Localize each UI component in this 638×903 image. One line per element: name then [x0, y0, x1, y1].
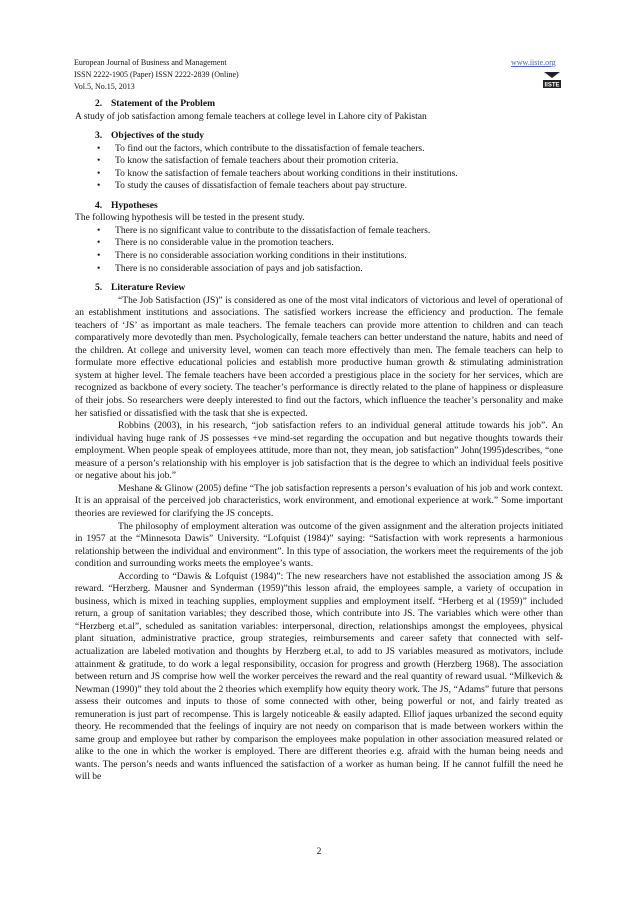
list-item: • To study the causes of dissatisfaction of female teachers about pay structure.	[75, 180, 563, 193]
issn: ISSN 2222-1905 (Paper) ISSN 2222-2839 (Online)	[74, 70, 239, 79]
hypotheses-list	[75, 225, 563, 275]
journal-url-link[interactable]: www.iiste.org	[511, 58, 556, 67]
page-number: 2	[316, 847, 322, 857]
section-heading-hypotheses: 4. Hypotheses	[95, 199, 158, 211]
literature-paragraph: “The Job Satisfaction (JS)” is considered as one of the most vital indicators of victorious and level of operational of an establishment institutions and associations. The satisfied workers increase the efficiency and production. The female teachers of ‘JS’ as important as male teachers. The female teachers can provide more attention to children and can teach comparatively more devotedly than men. Psychologically, female teachers can better understand the nature, habits and need of the children. At college and university level, women can teach more effectively than men. The female teachers can help to formulate more effective educational policies and establish more productive human growth & stimulating administration system at higher level. The female teachers have been accorded a prestigious place in the society for her services, which are recognized as backbone of every society. The teacher’s performance is directly related to the plane of happiness or displeasure of their jobs. So researchers were deeply interested to find out the factors, which influence the teacher’s personality and make her satisfied or dissatisfied with the task that she is expected.	[75, 294, 563, 419]
literature-paragraph: According to “Dawis & Lofquist (1984)”: The new researchers have not established the association among JS & reward. “Herzberg. Mausner and Synderman (1959)”this lesson afraid, the employees sample, a variety of occupation in business, which is mixed in teaching supplies, employment supplies and employment itself. “Herberg et al (1959)” included return, a group of sanitation variables; they described those, which contribute into JS. The variables which were other than “Herzberg et.al”, scheduled as sanitation variables: interpersonal, direction, relationships amongst the employees, physical plant situation, administrative practice, group strategies, reimbursements and career safety that connected with self-actualization are labeled motivation and thoughts by Herzberg et.al, to add to JS variables measured as motivators, include attainment & gratitude, to do work a legal responsibility, occasion for progress and growth (Herzberg 1968). The association between return and JS comprise how well the worker perceives the reward and the real quantity of reward usual. “Milkevich & Newman (1990)” they told about the 2 theories which exemplify how equity theory work. The JS, “Adams” future that persons assess their outcomes and inputs to those of some connected with other, being powerful or not, and fairly treated as remuneration is just part of recompense. This is largely noticeable & easily adapted. Elliof jaques urbanized the second equity theory. He recommended that the feelings of inquiry are not needy on comparison that is made between workers within the same group and employee but rather by comparison the employees make population in other association measured related or alike to the one in which the worker is employed. There are different theories e.g. afraid with the human being needs and wants. The person’s needs and wants influenced the satisfaction of a worker as human being. If he cannot fulfill the need he will be	[75, 570, 563, 783]
objectives-list	[75, 143, 563, 193]
list-item: • There is no considerable value in the promotion teachers.	[75, 237, 563, 250]
list-item: • There is no considerable association of pays and job satisfaction.	[75, 263, 563, 276]
problem-text: A study of job satisfaction among female teachers at college level in Lahore city of Pakistan	[75, 110, 427, 122]
section-heading-literature: 5. Literature Review	[95, 282, 186, 294]
list-item: • To find out the factors, which contribute to the dissatisfaction of female teachers.	[75, 143, 563, 156]
iiste-logo-icon	[541, 68, 563, 90]
literature-paragraph: The philosophy of employment alteration was outcome of the given assignment and the alteration projects initiated in 1957 at the “Minnesota Dawis” University. “Lofquist (1984)” saying: “Satisfaction with work represents a harmonious relationship between the individual and environment”. In this type of association, the workers meet the requirements of the job condition and surrounding works meets the employee’s wants.	[75, 520, 563, 570]
volume: Vol.5, No.15, 2013	[74, 82, 135, 91]
literature-paragraph: Robbins (2003), in his research, “job satisfaction refers to an individual general attitude towards his job”. An individual having huge rank of JS possesses +ve mind-set regarding the occupation and but negative thoughts towards their employment. When people speak of employees attitude, more than not, they mean, job satisfaction” John(1995)describes, “one measure of a person’s relationship with his employer is job satisfaction that is the degree to which an individual feels positive or negative about his job.”	[75, 420, 563, 482]
section-heading-problem: 2. Statement of the Problem	[95, 98, 216, 109]
list-item: • There is no considerable association working conditions in their institutions.	[75, 250, 563, 263]
journal-name: European Journal of Business and Management	[74, 58, 227, 67]
literature-paragraph: Meshane & Glinow (2005) define “The job satisfaction represents a person’s evaluation of his job and work context. It is an appraisal of the perceived job characteristics, work environment, and emotional experience at work.” Some important theories are reviewed for clarifying the JS concepts.	[75, 482, 563, 519]
list-item: • There is no significant value to contribute to the dissatisfaction of female teachers.	[75, 225, 563, 238]
list-item: • To know the satisfaction of female teachers about their promotion criteria.	[75, 155, 563, 168]
section-heading-objectives: 3. Objectives of the study	[95, 130, 205, 142]
list-item: • To know the satisfaction of female teachers about working conditions in their institutions.	[75, 168, 563, 181]
hypotheses-intro: The following hypothesis will be tested in the present study.	[75, 212, 305, 224]
logo-text: IISTE	[544, 82, 560, 89]
page-body	[75, 98, 563, 784]
